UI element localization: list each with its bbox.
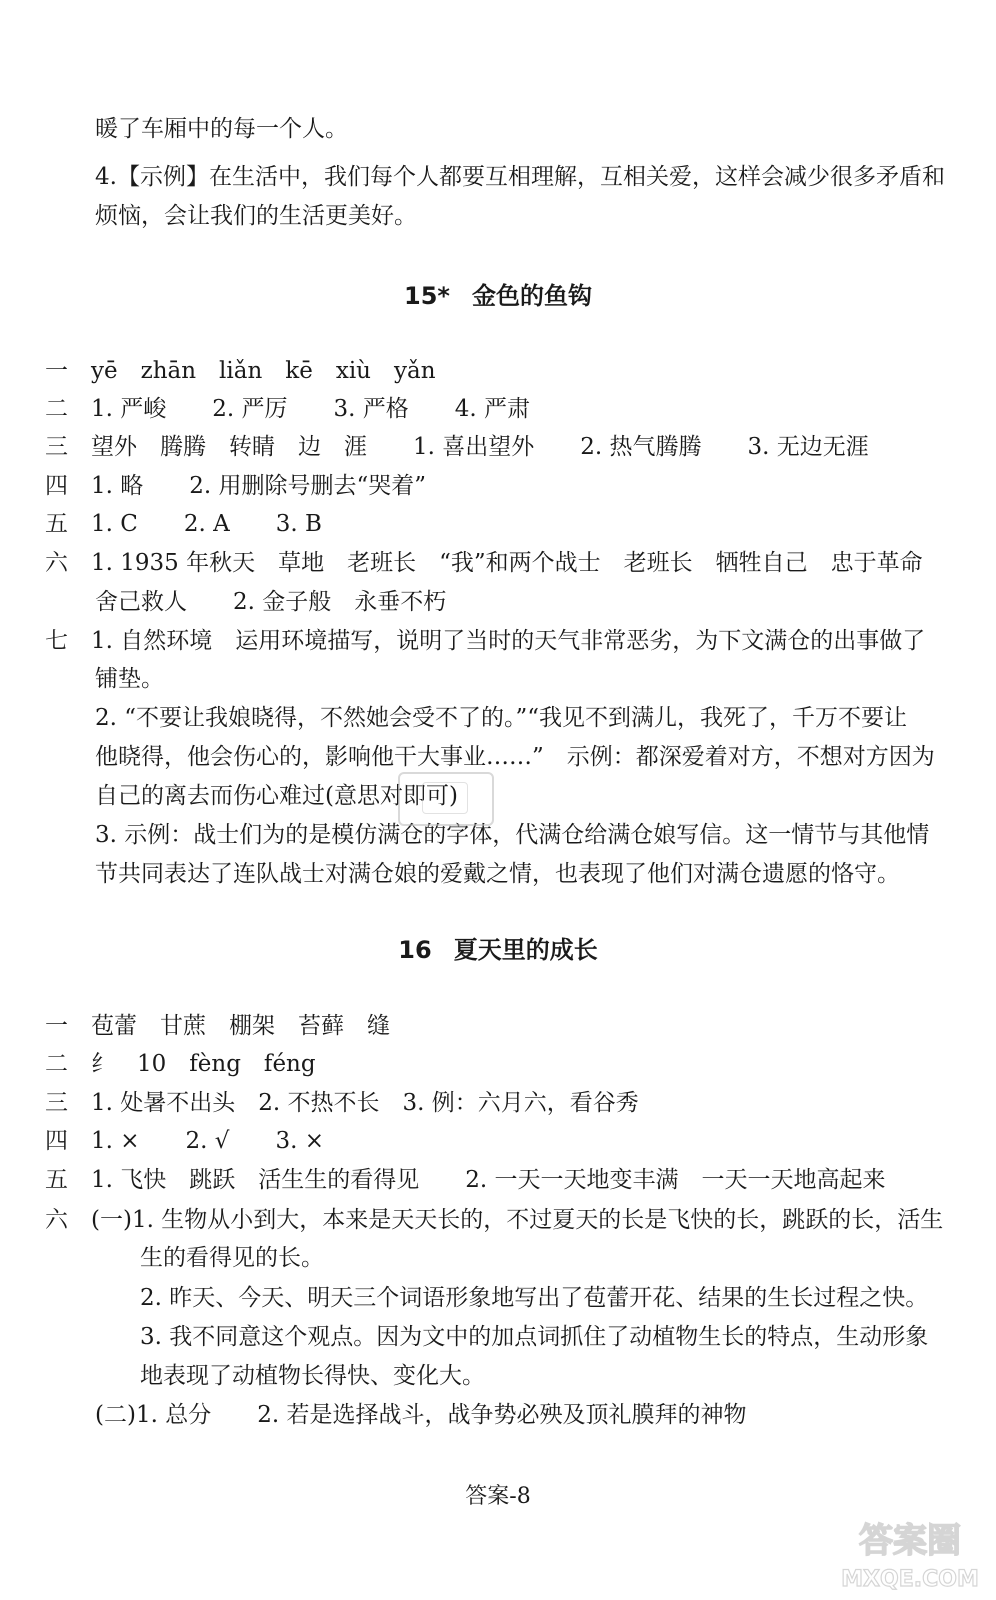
answer-line: 他晓得，他会伤心的，影响他干大事业……” 示例：都深爱着对方，不想对方因为 — [95, 744, 935, 770]
answer-line: 一 yē zhān liǎn kē xiù yǎn — [45, 358, 436, 384]
section-number: 16 — [398, 936, 432, 964]
text-line: 4.【示例】在生活中，我们每个人都要互相理解，互相关爱，这样会减少很多矛盾和 — [95, 164, 945, 190]
answer-line: 2. 昨天、今天、明天三个词语形象地写出了苞蕾开花、结果的生长过程之快。 — [140, 1285, 929, 1311]
answer-line: 生的看得见的长。 — [140, 1245, 324, 1271]
section-title — [0, 935, 996, 965]
answer-line: 节共同表达了连队战士对满仓娘的爱戴之情，也表现了他们对满仓遗愿的恪守。 — [95, 861, 900, 887]
text-line: 烦恼，会让我们的生活更美好。 — [95, 203, 417, 229]
section-title — [0, 281, 996, 311]
answer-line: 三 1. 处暑不出头 2. 不热不长 3. 例：六月六，看谷秀 — [45, 1090, 639, 1116]
answer-line: 六 (一)1. 生物从小到大，本来是天天长的，不过夏天的长是飞快的长，跳跃的长，活生 — [45, 1207, 944, 1233]
answer-line: 二 1. 严峻 2. 严厉 3. 严格 4. 严肃 — [45, 396, 531, 422]
answer-line: 四 1. 略 2. 用删除号删去“哭着” — [45, 473, 427, 499]
answer-line: 铺垫。 — [95, 666, 164, 692]
answer-line: 自己的离去而伤心难过(意思对即可) — [95, 783, 458, 809]
answer-line: 一 苞蕾 甘蔗 棚架 苔藓 缝 — [45, 1013, 390, 1039]
watermark-small-text: MXQE.COM — [841, 1567, 979, 1592]
answer-line: (二)1. 总分 2. 若是选择战斗，战争势必殃及顶礼膜拜的神物 — [95, 1402, 747, 1428]
answer-line: 地表现了动植物长得快、变化大。 — [140, 1363, 485, 1389]
watermark-stamp — [398, 772, 494, 826]
answer-line: 3. 我不同意这个观点。因为文中的加点词抓住了动植物生长的特点，生动形象 — [140, 1324, 929, 1350]
answer-line: 七 1. 自然环境 运用环境描写，说明了当时的天气非常恶劣，为下文满仓的出事做了 — [45, 628, 926, 654]
answer-line: 三 望外 腾腾 转睛 边 涯 1. 喜出望外 2. 热气腾腾 3. 无边无涯 — [45, 434, 869, 460]
answer-line: 六 1. 1935 年秋天 草地 老班长 “我”和两个战士 老班长 牺牲自己 忠于革命 — [45, 550, 923, 576]
answer-line: 3. 示例：战士们为的是模仿满仓的字体，代满仓给满仓娘写信。这一情节与其他情 — [95, 822, 930, 848]
answer-line: 四 1. × 2. √ 3. × — [45, 1128, 324, 1154]
text-line: 暖了车厢中的每一个人。 — [95, 116, 348, 142]
section-number: 15* — [404, 282, 450, 310]
section-name: 金色的鱼钩 — [471, 282, 592, 310]
section-name: 夏天里的成长 — [453, 936, 598, 964]
answer-line: 2. “不要让我娘晓得，不然她会受不了的。”“我见不到满儿，我死了，千万不要让 — [95, 705, 908, 731]
watermark-logo — [840, 1510, 980, 1595]
page-number: 答案-8 — [465, 1484, 531, 1509]
answer-line: 五 1. C 2. A 3. B — [45, 511, 322, 537]
answer-line: 五 1. 飞快 跳跃 活生生的看得见 2. 一天一天地变丰满 一天一天地高起来 — [45, 1167, 886, 1193]
answer-line: 舍己救人 2. 金子般 永垂不朽 — [95, 589, 447, 615]
answer-line: 二 纟 10 fèng féng — [45, 1051, 316, 1077]
watermark-big-text: 答案圈 — [859, 1521, 961, 1561]
